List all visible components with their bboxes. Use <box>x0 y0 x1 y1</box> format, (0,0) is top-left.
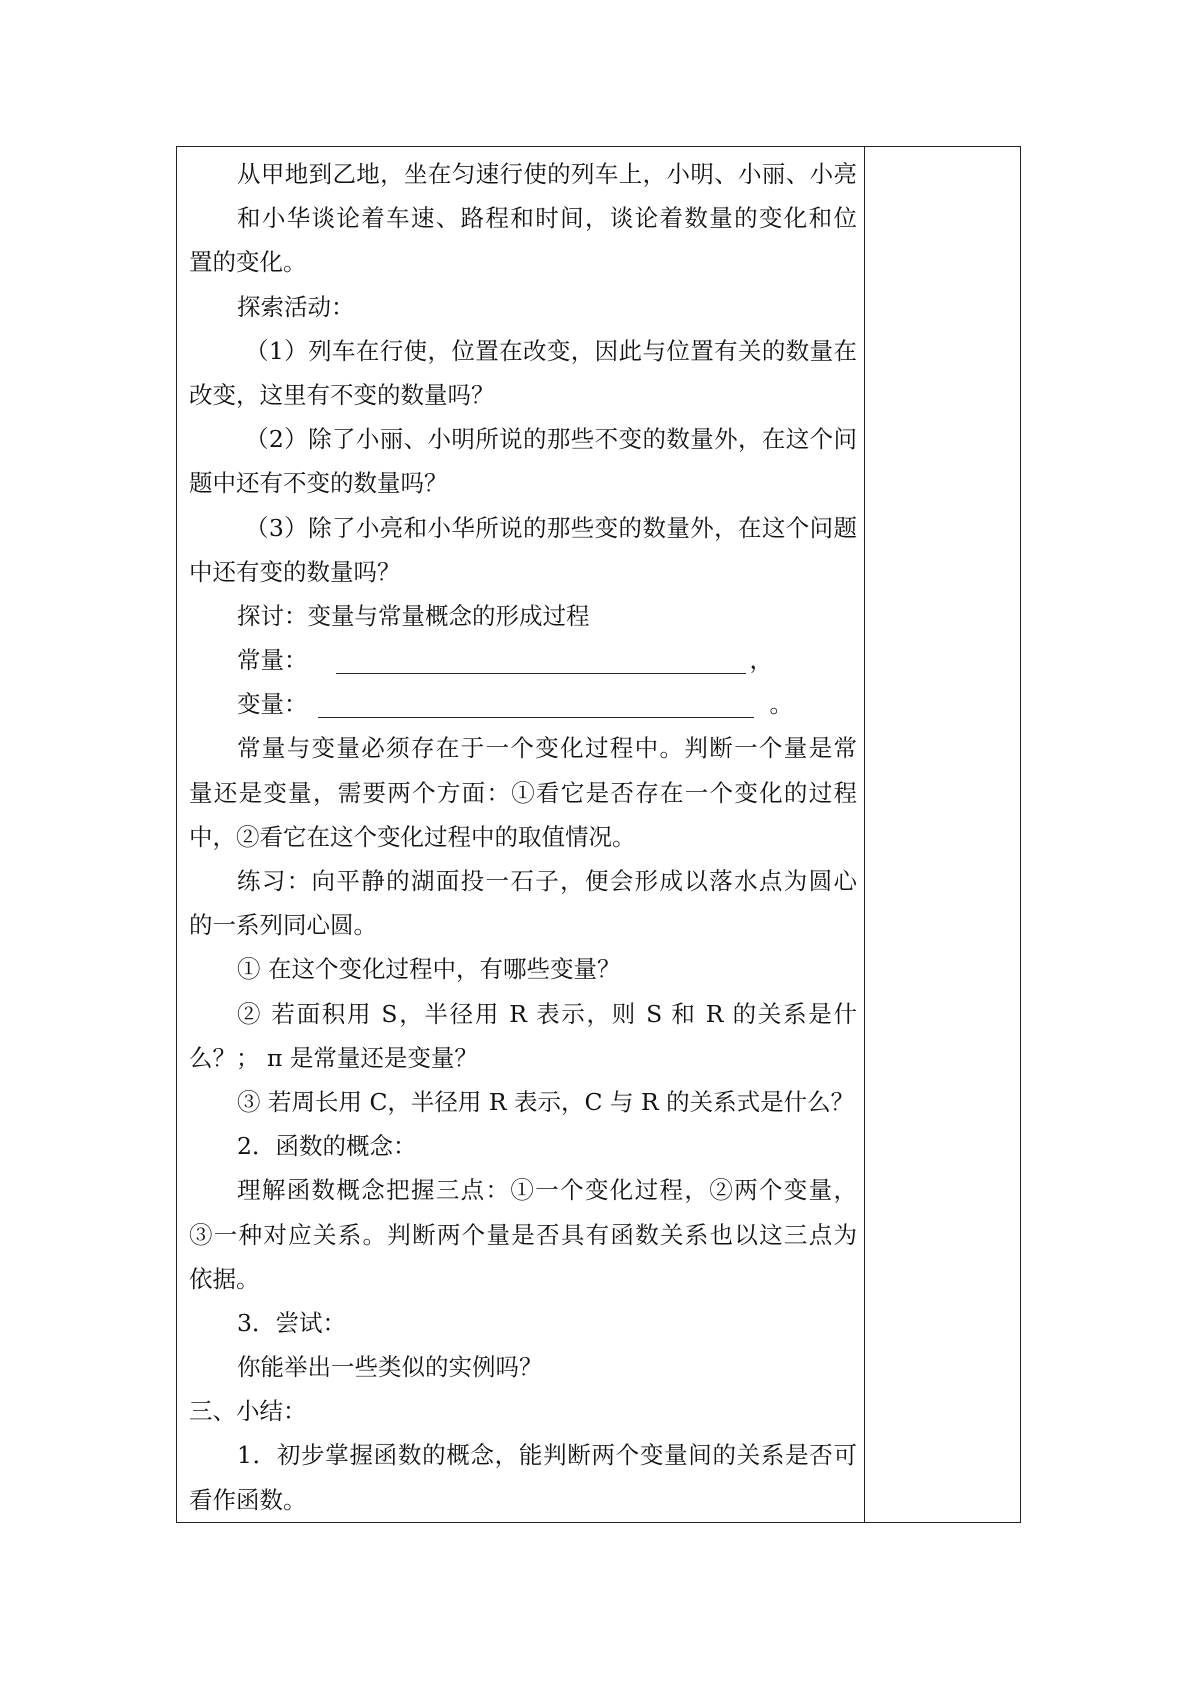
exercise-item-1: ① 在这个变化过程中，有哪些变量？ <box>237 955 621 984</box>
constant-fill-row <box>189 638 857 682</box>
exercise-item-3: ③ 若周长用 C，半径用 R 表示，C 与 R 的关系式是什么？ <box>237 1087 855 1116</box>
constant-punct: ， <box>749 646 773 675</box>
paragraph-line: 中，②看它在这个变化过程中的取值情况。 <box>189 822 636 851</box>
paragraph-line: 常量与变量必须存在于一个变化过程中。判断一个量是常 <box>237 734 857 763</box>
paragraph-line: 依据。 <box>189 1264 260 1293</box>
paragraph-line: 量还是变量，需要两个方面：①看它是否存在一个变化的过程 <box>189 778 857 807</box>
exercise-item-2-cont: 么？； π 是常量还是变量？ <box>189 1043 478 1072</box>
paragraph-line: ③一种对应关系。判断两个量是否具有函数关系也以这三点为 <box>189 1220 857 1249</box>
paragraph-line: 和小华谈论着车速、路程和时间，谈论着数量的变化和位 <box>237 204 857 233</box>
question-3: （3）除了小亮和小华所说的那些变的数量外，在这个问题 <box>245 513 857 542</box>
paragraph-line: 理解函数概念把握三点：①一个变化过程，②两个变量， <box>237 1176 857 1205</box>
paragraph-line: 你能举出一些类似的实例吗？ <box>237 1353 543 1382</box>
exercise-line: 练习：向平静的湖面投一石子，便会形成以落水点为圆心 <box>237 867 857 895</box>
question-1: （1）列车在行使，位置在改变，因此与位置有关的数量在 <box>245 336 857 365</box>
question-2: （2）除了小丽、小明所说的那些不变的数量外，在这个问 <box>245 425 857 454</box>
function-concept-heading: 2．函数的概念： <box>237 1132 417 1161</box>
paragraph-line: 从甲地到乙地，坐在匀速行使的列车上，小明、小丽、小亮 <box>237 160 857 188</box>
lesson-content <box>189 152 857 1522</box>
constant-blank-line <box>336 647 746 674</box>
variable-label: 变量： <box>237 690 308 719</box>
variable-blank-line <box>318 691 754 718</box>
paragraph-line: 置的变化。 <box>189 248 307 277</box>
question-1-cont: 改变，这里有不变的数量吗？ <box>189 380 495 409</box>
question-3-cont: 中还有变的数量吗？ <box>189 557 401 586</box>
variable-punct: 。 <box>769 690 793 719</box>
summary-heading: 三、小结： <box>189 1397 307 1426</box>
constant-label: 常量： <box>237 646 308 675</box>
summary-item-1: 1．初步掌握函数的概念，能判断两个变量间的关系是否可 <box>237 1441 857 1470</box>
discussion-heading: 探讨：变量与常量概念的形成过程 <box>237 601 590 630</box>
question-2-cont: 题中还有不变的数量吗？ <box>189 469 448 498</box>
section-label: 探索活动： <box>237 292 355 321</box>
exercise-line: 的一系列同心圆。 <box>189 911 377 940</box>
summary-item-1-cont: 看作函数。 <box>189 1485 307 1514</box>
column-divider <box>864 146 865 1523</box>
attempt-heading: 3．尝试： <box>237 1308 346 1337</box>
exercise-item-2: ② 若面积用 S，半径用 R 表示，则 S 和 R 的关系是什 <box>237 999 857 1028</box>
variable-fill-row <box>189 682 857 726</box>
